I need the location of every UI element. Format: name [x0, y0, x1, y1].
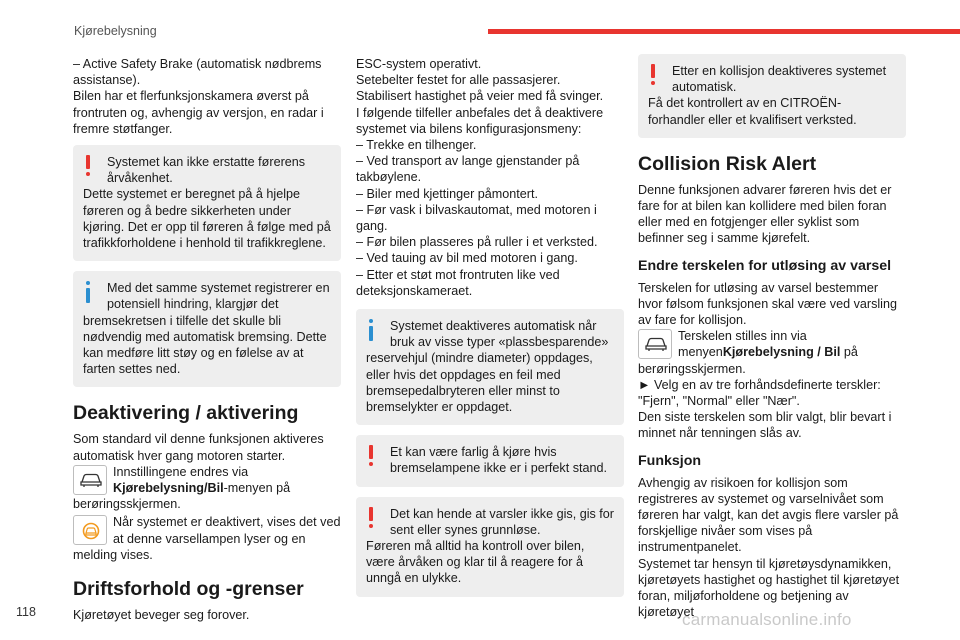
warning-lamp-icon	[73, 515, 107, 545]
icon-instruction	[638, 328, 906, 377]
list-item: – Ved transport av lange gjenstander på takbøylene.	[356, 154, 580, 185]
menu-name: Kjørebelysning	[722, 345, 814, 360]
info-note	[73, 271, 341, 387]
column-3	[638, 50, 906, 620]
column-1	[73, 56, 341, 623]
icon-text: på	[840, 345, 858, 360]
list-item: – Biler med kjettinger påmontert.	[356, 186, 538, 201]
warning-note	[356, 435, 624, 486]
list-item: – Før bilen plasseres på ruller i et verksted.	[356, 235, 598, 250]
icon-text-continued: berøringsskjermen.	[638, 361, 746, 376]
car-icon	[73, 465, 107, 495]
icon-text-continued: berøringsskjermen.	[73, 497, 181, 512]
note-body: Få det kontrollert av en CITROËN-forhandler eller et kvalifisert verksted.	[648, 96, 857, 127]
paragraph: Systemet tar hensyn til kjøretøysdynamikken, kjøretøyets hastighet og hastighet til kjøretøyet foran, miljøforholdene og betjening av kjøretøyet	[638, 556, 900, 620]
note-lead: Systemet deaktiveres automatisk når bruk av visse typer «plassbesparende»	[390, 319, 609, 350]
page-number: 118	[16, 605, 36, 619]
paragraph: Terskelen for utløsing av varsel bestemmer hvor følsom funksjonen skal være ved varsling av fare for kollisjon.	[638, 280, 897, 328]
warning-note	[638, 54, 906, 138]
icon-text: menyen	[678, 345, 723, 360]
paragraph: Kjøretøyet beveger seg forover.	[73, 608, 250, 623]
paragraph: ESC-system operativt.	[356, 57, 482, 71]
note-lead: Systemet kan ikke erstatte førerens årvåkenhet.	[107, 155, 306, 186]
warning-exclamation-icon	[646, 64, 660, 86]
menu-name: Kjørebelysning	[113, 481, 204, 496]
warning-note	[73, 145, 341, 261]
icon-instruction	[73, 514, 341, 563]
warning-exclamation-icon	[364, 445, 378, 467]
list-item: – Før vask i bilvaskautomat, med motoren i gang.	[356, 202, 597, 234]
note-lead: Det kan hende at varsler ikke gis, gis for sent eller synes grunnløse.	[390, 506, 614, 537]
icon-text: -menyen på	[223, 481, 291, 496]
column-2	[356, 56, 624, 607]
info-icon	[81, 281, 95, 303]
paragraph: Som standard vil denne funksjonen aktiveres automatisk hver gang motoren starter.	[73, 432, 324, 463]
warning-exclamation-icon	[364, 507, 378, 529]
menu-separator: /	[813, 345, 825, 360]
paragraph: – Active Safety Brake (automatisk nødbrems assistanse).	[73, 57, 322, 88]
subsection-heading: Endre terskelen for utløsing av varsel	[638, 257, 892, 274]
icon-text: Når systemet er deaktivert, vises det ved at denne varsellampen lyser og en	[113, 515, 341, 546]
menu-name: Bil	[207, 481, 224, 496]
warning-note	[356, 497, 624, 597]
icon-instruction	[73, 464, 341, 513]
paragraph: Avhengig av risikoen for kollisjon som registreres av systemet og varselnivået som føreren har valgt, kan det avgis flere varsler på forskjellige nivåer som vises på instrumentpanelet.	[638, 475, 899, 555]
paragraph: Setebelter festet for alle passasjerer.	[356, 73, 561, 88]
header-accent-bar	[488, 29, 960, 34]
note-body: bremsekretsen i tilfelle det skulle bli nødvendig med automatisk bremsing. Dette kan medføre litt støy og en følelse av at farten settes ned.	[83, 313, 327, 377]
car-icon	[638, 329, 672, 359]
note-lead: Etter en kollisjon deaktiveres systemet automatisk.	[672, 64, 887, 95]
list-item: – Etter et støt mot frontruten like ved deteksjonskameraet.	[356, 267, 560, 298]
watermark: carmanualsonline.info	[682, 610, 852, 629]
warning-exclamation-icon	[81, 155, 95, 177]
note-lead: Et kan være farlig å kjøre hvis bremselampene ikke er i perfekt stand.	[390, 445, 607, 476]
note-lead: Med det samme systemet registrerer en potensiell hindring, klargjør det	[107, 281, 330, 312]
note-body: Føreren må alltid ha kontroll over bilen, være årvåken og klar til å reagere for å unngå en ulykke.	[366, 539, 585, 586]
section-heading: Deaktivering / aktivering	[73, 402, 299, 425]
paragraph: Denne funksjonen advarer føreren hvis det er fare for at bilen kan kollidere med bilen foran eller med en fotgjenger eller syklist som befinner seg i samme kjørefelt.	[638, 182, 892, 246]
section-heading: Driftsforhold og -grenser	[73, 578, 304, 601]
paragraph: Bilen har et flerfunksjonskamera øverst på frontruten og, avhengig av versjon, en radar i fremre støtfanger.	[73, 89, 324, 136]
info-icon	[364, 319, 378, 341]
menu-separator: /	[203, 481, 208, 496]
note-body: Dette systemet er beregnet på å hjelpe føreren og å bedre sikkerheten under kjøring. Det er opp til føreren å følge med på trafikkforholdene i henhold til trafikkreglene.	[83, 187, 331, 251]
icon-text: Terskelen stilles inn via	[678, 329, 807, 344]
list-item: – Ved tauing av bil med motoren i gang.	[356, 251, 578, 266]
info-note	[356, 309, 624, 425]
icon-text: Innstillingene endres via	[113, 464, 249, 479]
paragraph: I følgende tilfeller anbefales det å deaktivere systemet via bilens konfigurasjonsmeny:	[356, 105, 604, 136]
menu-name: Bil	[824, 345, 841, 360]
section-heading: Collision Risk Alert	[638, 152, 817, 175]
running-header: Kjørebelysning	[74, 24, 157, 38]
subsection-heading: Funksjon	[638, 452, 702, 469]
note-body: reservehjul (mindre diameter) oppdages, eller hvis det oppdages en feil med bremsepedalbryteren eller minst to bremselykter er oppdaget.	[366, 351, 593, 415]
icon-text-continued: melding vises.	[73, 547, 153, 562]
paragraph: Den siste terskelen som blir valgt, blir bevart i minnet når tenningen slås av.	[638, 410, 892, 441]
list-item: – Trekke en tilhenger.	[356, 138, 477, 153]
instruction-step: ► Velg en av tre forhåndsdefinerte terskler: "Fjern", "Normal" eller "Nær".	[638, 377, 881, 409]
paragraph: Stabilisert hastighet på veier med få svinger.	[356, 89, 604, 104]
